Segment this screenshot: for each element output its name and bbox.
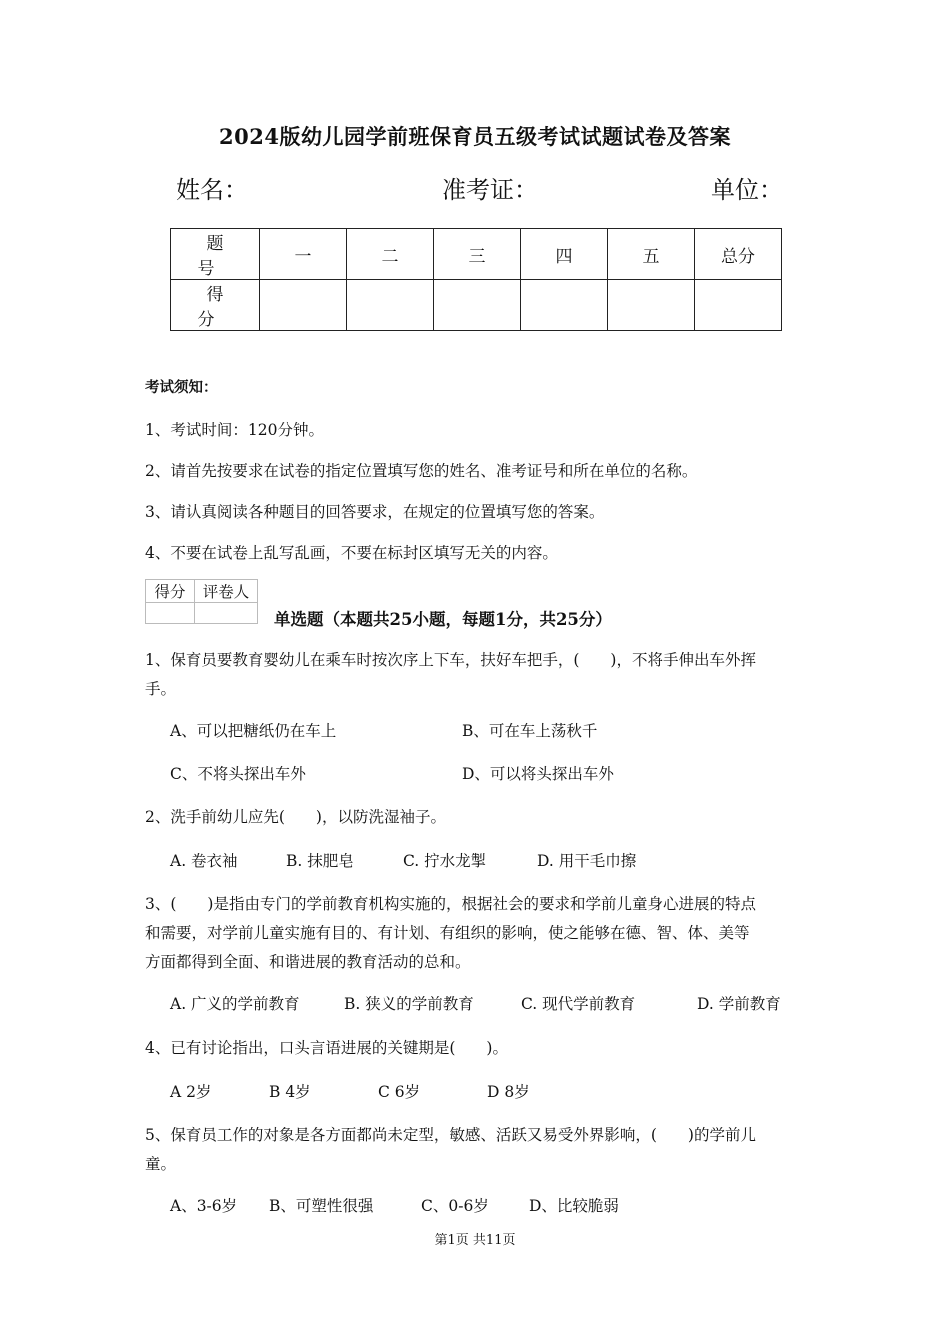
- score-table-cell: 题 号: [171, 229, 260, 280]
- score-input-cell[interactable]: [434, 280, 521, 331]
- question-text: 4、已有讨论指出，口头言语进展的关键期是( )。: [145, 1039, 508, 1057]
- score-table-cell: 总分: [695, 229, 782, 280]
- score-table-cell: 五: [608, 229, 695, 280]
- answer-option[interactable]: C、不将头探出车外: [170, 765, 306, 783]
- answer-option[interactable]: A. 广义的学前教育: [170, 995, 300, 1013]
- question-text: 和需要，对学前儿童实施有目的、有计划、有组织的影响，使之能够在德、智、体、美等: [145, 924, 750, 942]
- question-text: 5、保育员工作的对象是各方面都尚未定型，敏感、活跃又易受外界影响，( )的学前儿: [145, 1126, 756, 1144]
- grader-score-label: 得分: [146, 580, 195, 603]
- answer-option[interactable]: D、可以将头探出车外: [462, 765, 614, 783]
- answer-option[interactable]: C. 拧水龙掣: [403, 852, 487, 870]
- score-table-cell: 三: [434, 229, 521, 280]
- question-text: 1、保育员要教育婴幼儿在乘车时按次序上下车，扶好车把手，( )，不将手伸出车外挥: [145, 651, 756, 669]
- page-title: 2024版幼儿园学前班保育员五级考试试题试卷及答案: [219, 124, 731, 149]
- score-table-cell: 二: [347, 229, 434, 280]
- notice-item: 3、请认真阅读各种题目的回答要求，在规定的位置填写您的答案。: [145, 503, 605, 521]
- grader-name-cell[interactable]: [195, 603, 258, 624]
- notice-heading: 考试须知：: [145, 379, 218, 396]
- question-text: 童。: [145, 1155, 177, 1173]
- grader-name-label: 评卷人: [195, 580, 258, 603]
- question-text: 方面都得到全面、和谐进展的教育活动的总和。: [145, 953, 471, 971]
- answer-option[interactable]: C. 现代学前教育: [521, 995, 636, 1013]
- notice-item: 1、考试时间：120分钟。: [145, 421, 324, 439]
- score-table-header-row: [171, 229, 782, 280]
- page-footer: 第1页 共11页: [434, 1233, 516, 1248]
- score-input-cell[interactable]: [347, 280, 434, 331]
- answer-option[interactable]: B、可塑性很强: [269, 1197, 374, 1215]
- answer-option[interactable]: D 8岁: [487, 1083, 530, 1101]
- exam-id-field-label: 准考证：: [442, 176, 538, 204]
- answer-option[interactable]: C 6岁: [378, 1083, 421, 1101]
- answer-option[interactable]: D. 用干毛巾擦: [537, 852, 637, 870]
- answer-option[interactable]: B、可在车上荡秋千: [462, 722, 598, 740]
- answer-option[interactable]: D. 学前教育: [697, 995, 781, 1013]
- answer-option[interactable]: A、可以把糖纸仍在车上: [170, 722, 337, 740]
- answer-option[interactable]: D、比较脆弱: [529, 1197, 619, 1215]
- grader-score-cell[interactable]: [146, 603, 195, 624]
- answer-option[interactable]: B. 抹肥皂: [286, 852, 354, 870]
- score-table-cell: 一: [260, 229, 347, 280]
- answer-option[interactable]: C、0-6岁: [421, 1197, 489, 1215]
- score-input-cell[interactable]: [608, 280, 695, 331]
- notice-item: 2、请首先按要求在试卷的指定位置填写您的姓名、准考证号和所在单位的名称。: [145, 462, 698, 480]
- unit-field-label: 单位：: [711, 176, 783, 204]
- grader-box: [145, 579, 258, 624]
- score-input-cell[interactable]: [521, 280, 608, 331]
- score-input-cell[interactable]: [695, 280, 782, 331]
- section-title: 单选题（本题共25小题，每题1分，共25分）: [274, 610, 612, 629]
- question-text: 手。: [145, 680, 177, 698]
- question-text: 2、洗手前幼儿应先( )，以防洗湿袖子。: [145, 808, 446, 826]
- answer-option[interactable]: A 2岁: [170, 1083, 212, 1101]
- score-table: [170, 228, 782, 331]
- name-field-label: 姓名：: [176, 176, 248, 204]
- score-table-cell: 四: [521, 229, 608, 280]
- score-row-label: 得 分: [171, 280, 260, 331]
- question-text: 3、( )是指由专门的学前教育机构实施的，根据社会的要求和学前儿童身心进展的特点: [145, 895, 756, 913]
- answer-option[interactable]: B. 狭义的学前教育: [344, 995, 474, 1013]
- answer-option[interactable]: B 4岁: [269, 1083, 311, 1101]
- answer-option[interactable]: A. 卷衣袖: [170, 852, 238, 870]
- answer-option[interactable]: A、3-6岁: [170, 1197, 238, 1215]
- score-table-score-row: [171, 280, 782, 331]
- notice-item: 4、不要在试卷上乱写乱画，不要在标封区填写无关的内容。: [145, 544, 558, 562]
